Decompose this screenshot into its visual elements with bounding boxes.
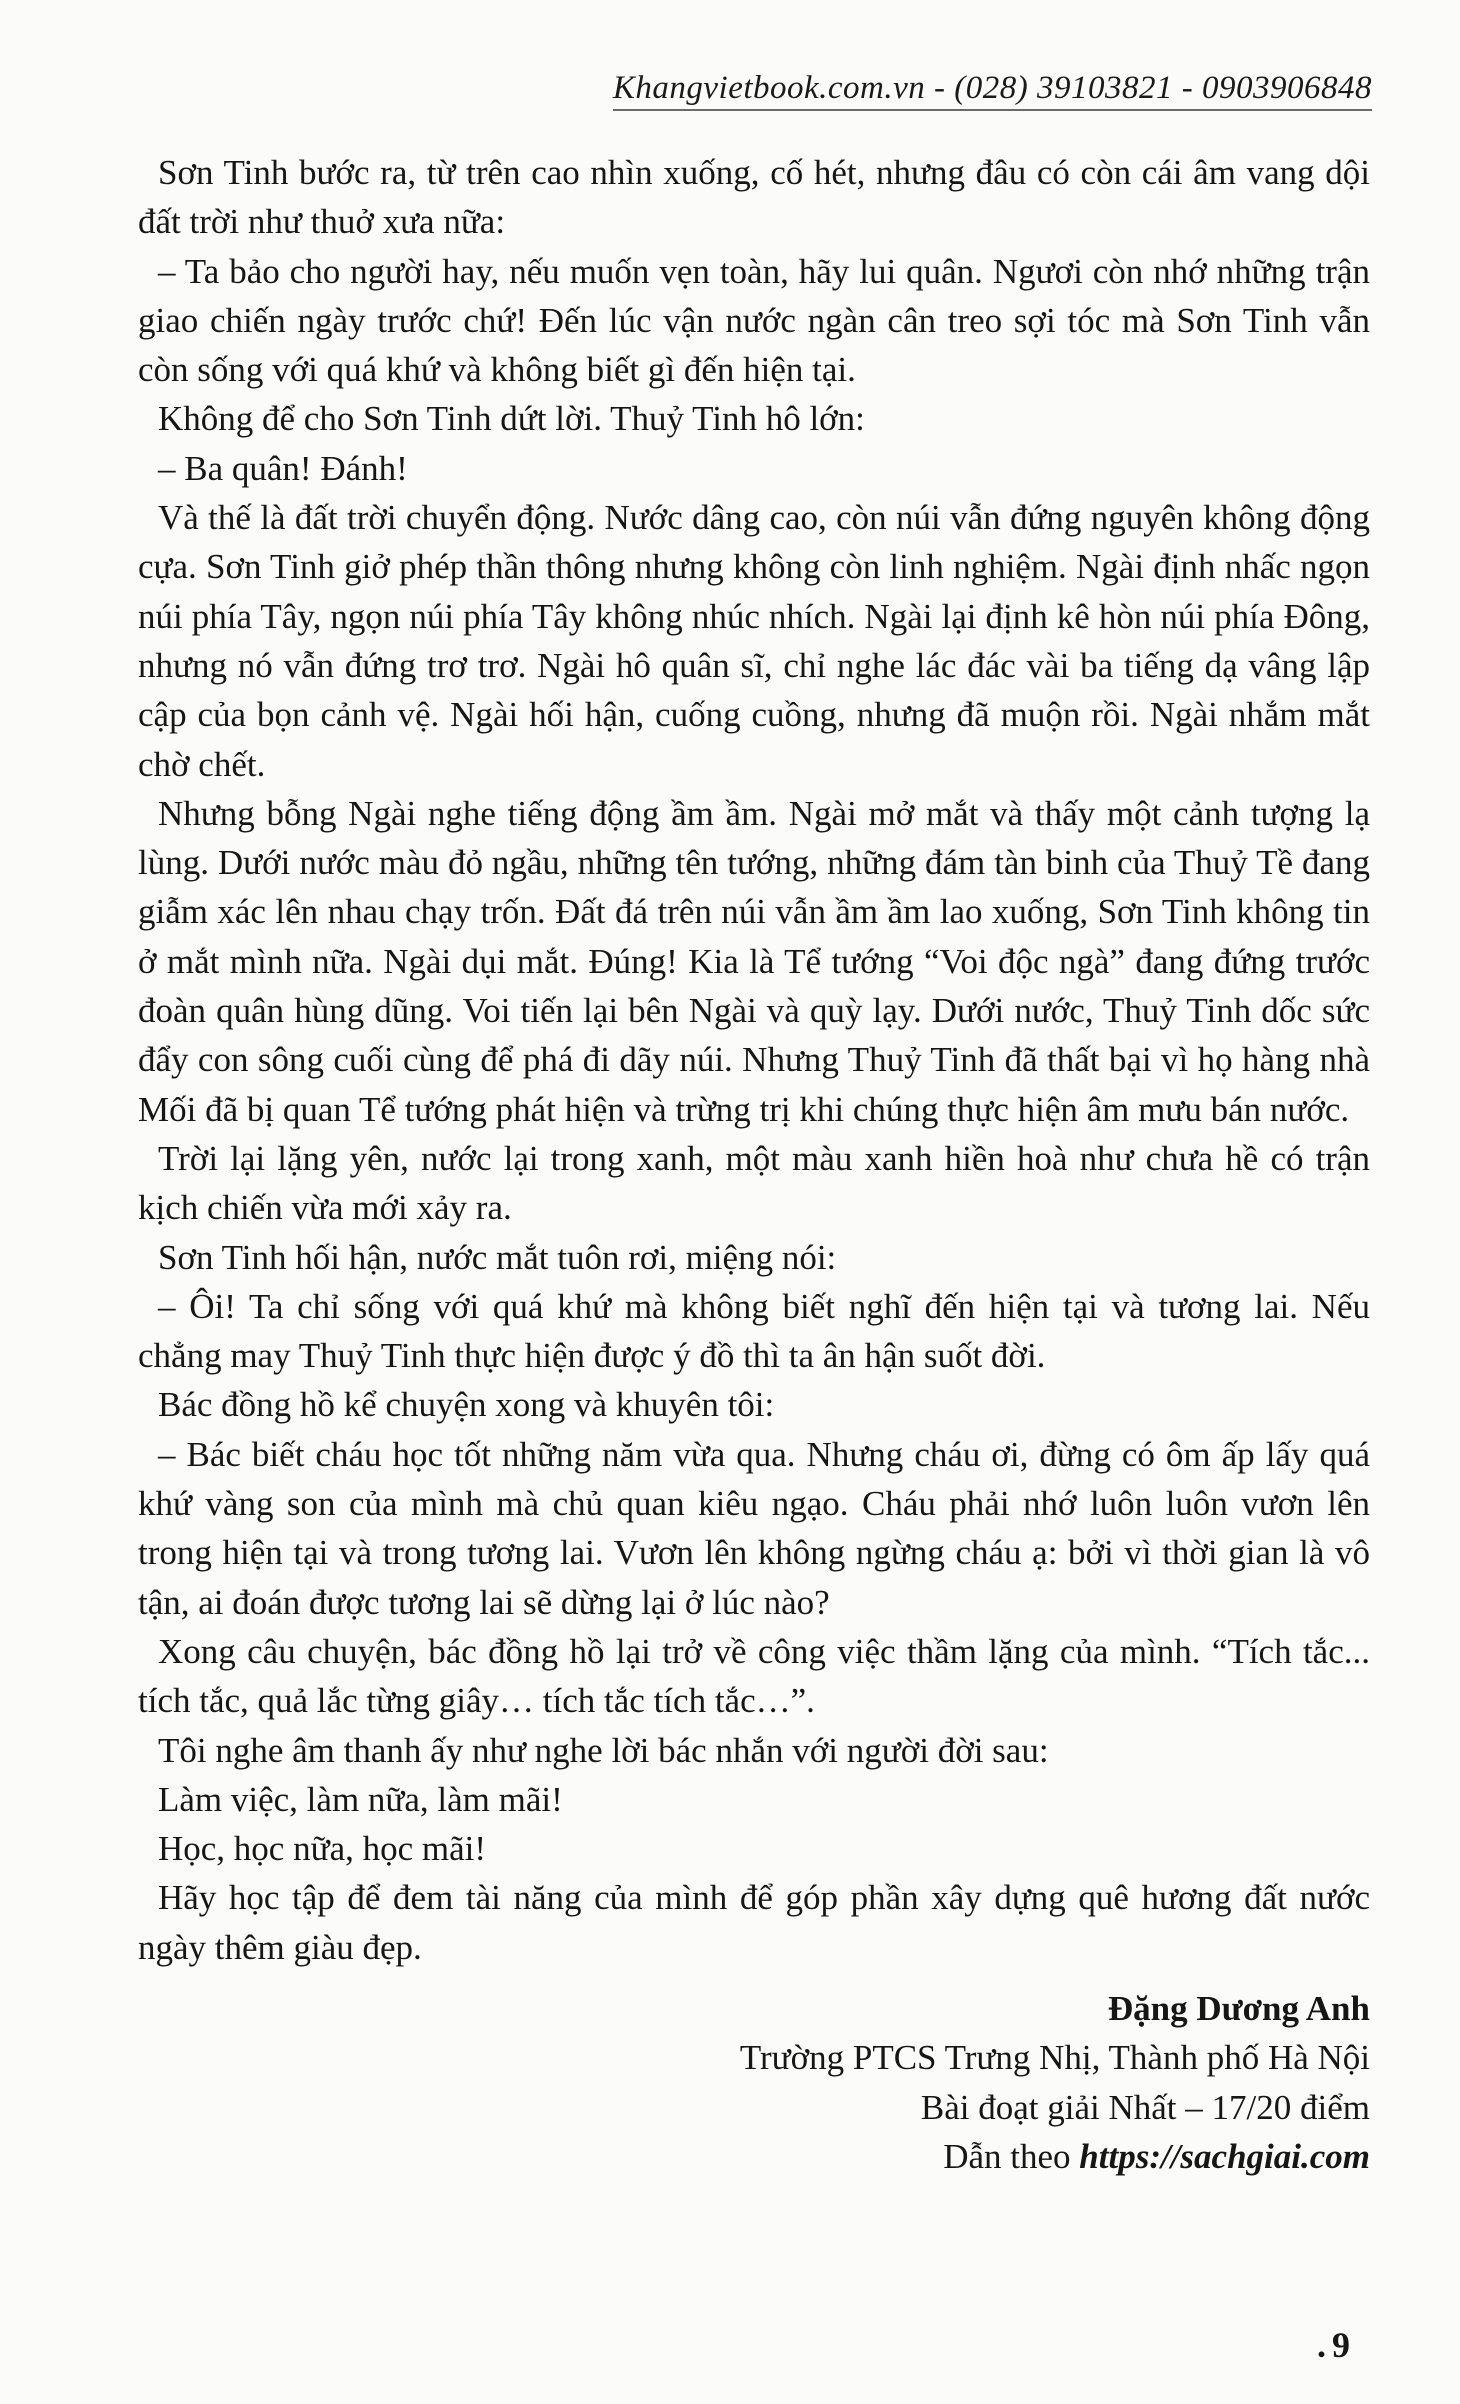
paragraph: Sơn Tinh bước ra, từ trên cao nhìn xuống, cố hét, nhưng đâu có còn cái âm vang dội đất trời như thuở xưa nữa: <box>138 153 1370 242</box>
source-line <box>138 2132 1370 2181</box>
paragraph: Tôi nghe âm thanh ấy như nghe lời bác nhắn với người đời sau: <box>158 1730 1049 1770</box>
paragraph: – Ta bảo cho người hay, nếu muốn vẹn toàn, hãy lui quân. Ngươi còn nhớ những trận giao chiến ngày trước chứ! Đến lúc vận nước ngàn cân treo sợi tóc mà Sơn Tinh vẫn còn sống với quá khứ và không biết gì đến hiện tại. <box>138 251 1370 390</box>
author-name: Đặng Dương Anh <box>1107 1988 1370 2028</box>
award-note: Bài đoạt giải Nhất – 17/20 điểm <box>920 2087 1370 2127</box>
signature-block <box>138 1984 1370 2181</box>
paragraph: Nhưng bỗng Ngài nghe tiếng động ầm ầm. Ngài mở mắt và thấy một cảnh tượng lạ lùng. Dưới nước màu đỏ ngầu, những tên tướng, những đám tàn binh của Thuỷ Tề đang giẫm xác lên nhau chạy trốn. Đất đá trên núi vẫn ầm ầm lao xuống, Sơn Tinh không tin ở mắt mình nữa. Ngài dụi mắt. Đúng! Kia là Tể tướng “Voi độc ngà” đang đứng trước đoàn quân hùng dũng. Voi tiến lại bên Ngài và quỳ lạy. Dưới nước, Thuỷ Tinh dốc sức đẩy con sông cuối cùng để phá đi dãy núi. Nhưng Thuỷ Tinh đã thất bại vì họ hàng nhà Mối đã bị quan Tể tướng phát hiện và trừng trị khi chúng thực hiện âm mưu bán nước. <box>138 793 1370 1129</box>
paragraph: – Ba quân! Đánh! <box>158 448 408 488</box>
paragraph: – Ôi! Ta chỉ sống với quá khứ mà không biết nghĩ đến hiện tại và tương lai. Nếu chẳng may Thuỷ Tinh thực hiện được ý đồ thì ta ân hận suốt đời. <box>138 1286 1370 1376</box>
paragraph: Không để cho Sơn Tinh dứt lời. Thuỷ Tinh hô lớn: <box>158 399 865 439</box>
publisher-header: Khangvietbook.com.vn - (028) 39103821 - 0903906848 <box>613 70 1372 111</box>
author-school: Trường PTCS Trưng Nhị, Thành phố Hà Nội <box>739 2038 1370 2078</box>
source-link[interactable]: https://sachgiai.com <box>1079 2136 1370 2176</box>
paragraph: Học, học nữa, học mãi! <box>158 1829 487 1869</box>
page-number <box>1317 2324 1350 2366</box>
paragraph: Làm việc, làm nữa, làm mãi! <box>158 1779 563 1819</box>
article-body <box>138 148 1370 2181</box>
paragraph: Trời lại lặng yên, nước lại trong xanh, một màu xanh hiền hoà như chưa hề có trận kịch chiến vừa mới xảy ra. <box>138 1138 1370 1228</box>
page-dot: . <box>1317 2325 1326 2365</box>
paragraph: Hãy học tập để đem tài năng của mình để góp phần xây dựng quê hương đất nước ngày thêm giàu đẹp. <box>138 1878 1370 1967</box>
paragraph: – Bác biết cháu học tốt những năm vừa qua. Nhưng cháu ơi, đừng có ôm ấp lấy quá khứ vàng son của mình mà chủ quan kiêu ngạo. Cháu phải nhớ luôn luôn vươn lên trong hiện tại và trong tương lai. Vươn lên không ngừng cháu ạ: bởi vì thời gian là vô tận, ai đoán được tương lai sẽ dừng lại ở lúc nào? <box>138 1434 1370 1622</box>
paragraph: Bác đồng hồ kể chuyện xong và khuyên tôi: <box>158 1385 775 1425</box>
page-number-value: 9 <box>1332 2325 1350 2365</box>
paragraph: Xong câu chuyện, bác đồng hồ lại trở về công việc thầm lặng của mình. “Tích tắc... tích tắc, quả lắc từng giây… tích tắc tích tắc…”. <box>138 1631 1370 1721</box>
paragraph: Sơn Tinh hối hận, nước mắt tuôn rơi, miệng nói: <box>158 1237 837 1277</box>
paragraph: Và thế là đất trời chuyển động. Nước dâng cao, còn núi vẫn đứng nguyên không động cựa. Sơn Tinh giở phép thần thông nhưng không còn linh nghiệm. Ngài định nhấc ngọn núi phía Tây, ngọn núi phía Tây không nhúc nhích. Ngài lại định kê hòn núi phía Đông, nhưng nó vẫn đứng trơ trơ. Ngài hô quân sĩ, chỉ nghe lác đác vài ba tiếng dạ vâng lập cập của bọn cảnh vệ. Ngài hối hận, cuống cuồng, nhưng đã muộn rồi. Ngài nhắm mắt chờ chết. <box>138 498 1370 784</box>
source-prefix: Dẫn theo <box>943 2136 1080 2176</box>
